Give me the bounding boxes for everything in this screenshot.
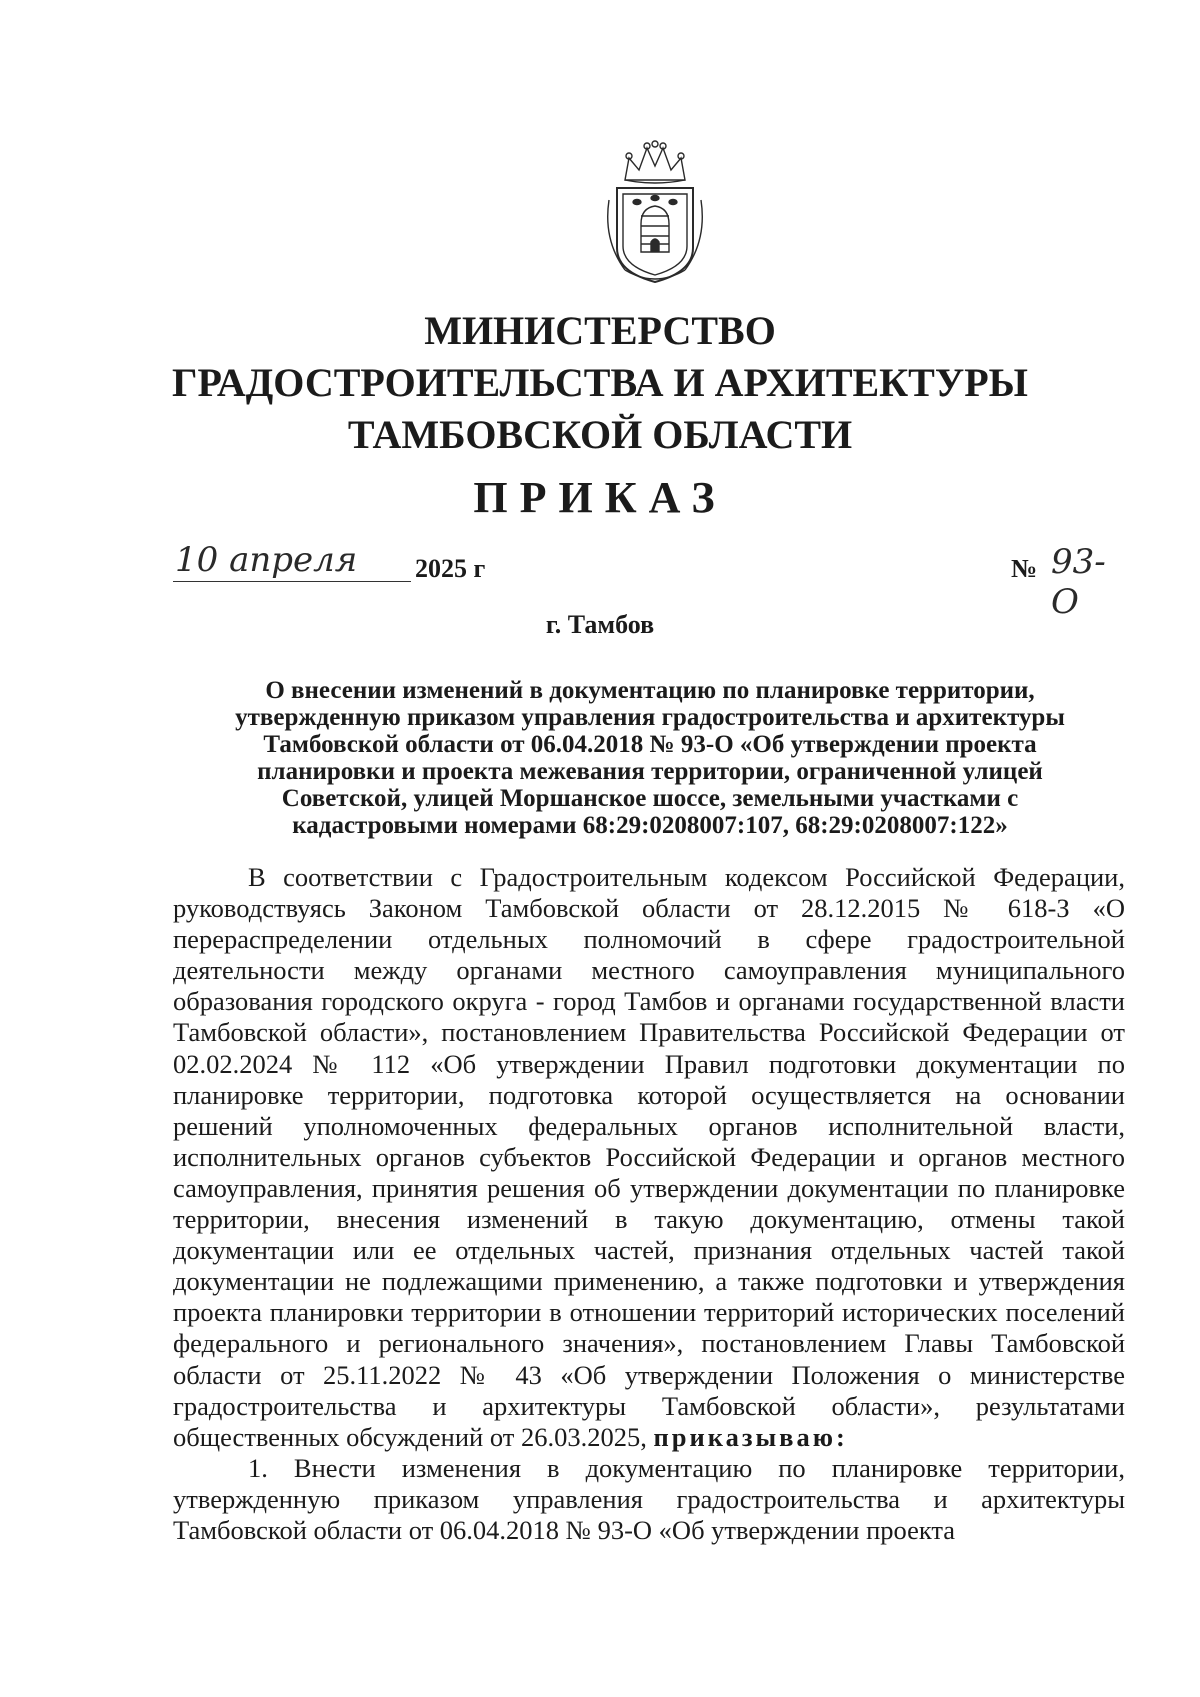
order-keyword: приказываю: — [653, 1421, 848, 1452]
date-year: 2025 г — [415, 554, 486, 583]
handwritten-date: 10 апреля — [175, 540, 358, 580]
date-underline — [173, 581, 411, 582]
ministry-line-2: ГРАДОСТРОИТЕЛЬСТВА И АРХИТЕКТУРЫ — [172, 360, 1028, 405]
preamble-text: В соответствии с Градостроительным кодексом Российской Федерации, руководствуясь Законом Тамбовской области от 28.12.2015 № 618-З «О перераспределении отдельных полномочий в сфере градостроительной деятельности между органами местного самоуправления муниципального образования городского округа - город Тамбов и органами государственной власти Тамбовской области», постановлением Правительства Российской Федерации от 02.02.2024 № 112 «Об утверждении Правил подготовки документации по планировке территории, подготовка которой осуществляется на основании решений уполномоченных федеральных органов исполнительной власти, исполнительных органов субъектов Российской Федерации и органов местного самоуправления, принятия решения об утверждении документации по планировке территории, внесения изменений в такую документацию, отмены такой документации или ее отдельных частей, признания отдельных частей такой документации не подлежащими применению, а также подготовки и утверждения проекта планировки территории в отношении территорий исторических поселений федерального и регионального значения», постановлением Главы Тамбовской области от 25.11.2022 № 43 «Об утверждении Положения о министерстве градостроительства и архитектуры Тамбовской области», результатами общественных обсуждений от 26.03.2025, — [173, 862, 1125, 1452]
ministry-name — [0, 305, 1200, 461]
date-number-line — [173, 540, 1106, 622]
preamble-paragraph — [173, 862, 1125, 1453]
title-line: планировки и проекта межевания территории, ограниченной улицей — [257, 758, 1043, 785]
clause-1-paragraph: 1. Внести изменения в документацию по планировке территории, утвержденную приказом управления градостроительства и архитектуры Тамбовской области от 06.04.2018 № 93-О «Об утверждении проекта — [173, 1452, 1125, 1545]
title-line: Советской, улицей Моршанское шоссе, земельными участками с — [281, 785, 1019, 812]
handwritten-order-number: 93-О — [1051, 542, 1106, 622]
title-line: утвержденную приказом управления градостроительства и архитектуры — [235, 704, 1065, 731]
title-line: О внесении изменений в документацию по планировке территории, — [265, 677, 1035, 704]
number-sign: № — [1011, 554, 1038, 583]
order-title — [175, 677, 1125, 839]
ministry-line-3: ТАМБОВСКОЙ ОБЛАСТИ — [347, 412, 853, 457]
coat-of-arms-icon — [595, 140, 715, 285]
city-name: г. Тамбов — [545, 610, 655, 639]
order-body — [173, 862, 1125, 1546]
title-line: Тамбовской области от 06.04.2018 № 93-О «Об утверждении проекта — [263, 731, 1037, 758]
ministry-line-1: МИНИСТЕРСТВО — [424, 308, 776, 353]
title-line: кадастровыми номерами 68:29:0208007:107, 68:29:0208007:122» — [292, 812, 1008, 839]
document-type-heading: ПРИКАЗ — [473, 473, 727, 522]
